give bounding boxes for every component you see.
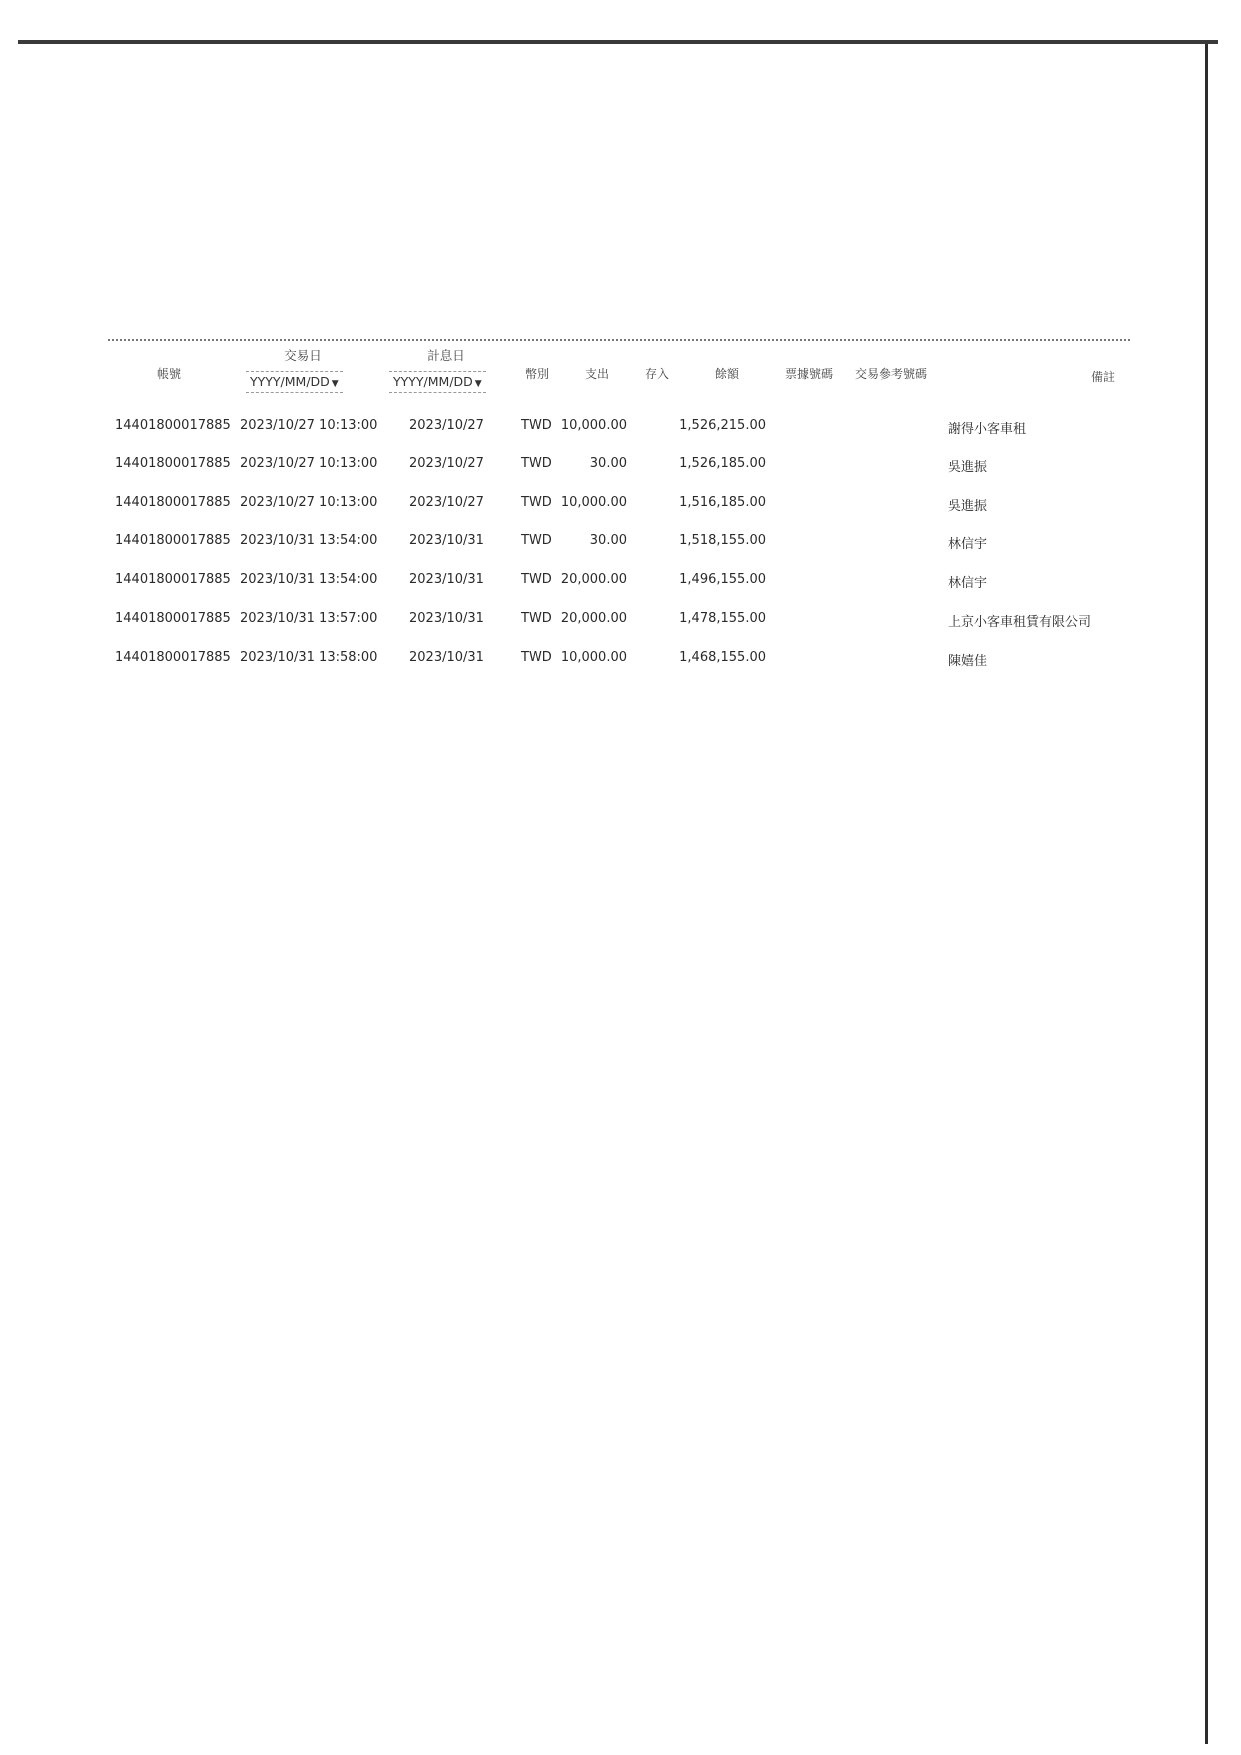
cell-account: 14401800017885 [115, 456, 231, 471]
cell-currency: TWD [521, 456, 552, 471]
header-ref-no: 交易參考號碼 [855, 367, 928, 381]
header-cheque-no: 票據號碼 [785, 367, 834, 381]
cell-note: 林信宇 [948, 537, 988, 552]
cell-note: 林信宇 [948, 576, 988, 591]
header-value-date: 計息日 [427, 348, 465, 363]
cell-txn-date: 2023/10/27 10:13:00 [240, 495, 378, 510]
value-date-filter[interactable] [389, 371, 486, 393]
cell-debit: 10,000.00 [560, 418, 627, 433]
cell-account: 14401800017885 [115, 495, 231, 510]
cell-currency: TWD [521, 533, 552, 548]
cell-currency: TWD [521, 572, 552, 587]
header-txn-date: 交易日 [284, 348, 322, 363]
chevron-down-icon: ▼ [474, 379, 482, 389]
cell-balance: 1,516,185.00 [679, 495, 766, 510]
cell-value-date: 2023/10/31 [409, 572, 484, 587]
cell-note: 謝得小客車租 [948, 422, 1027, 437]
cell-currency: TWD [521, 650, 552, 665]
cell-txn-date: 2023/10/31 13:54:00 [240, 572, 378, 587]
cell-balance: 1,468,155.00 [679, 650, 766, 665]
cell-value-date: 2023/10/31 [409, 611, 484, 626]
cell-account: 14401800017885 [115, 572, 231, 587]
txn-date-filter-value: YYYY/MM/DD [250, 374, 330, 389]
cell-debit: 10,000.00 [560, 650, 627, 665]
cell-value-date: 2023/10/27 [409, 418, 484, 433]
cell-account: 14401800017885 [115, 533, 231, 548]
header-debit: 支出 [585, 367, 610, 381]
cell-account: 14401800017885 [115, 650, 231, 665]
cell-balance: 1,526,185.00 [679, 456, 766, 471]
cell-value-date: 2023/10/27 [409, 456, 484, 471]
cell-balance: 1,526,215.00 [679, 418, 766, 433]
header-account: 帳號 [157, 367, 182, 381]
cell-txn-date: 2023/10/31 13:58:00 [240, 650, 378, 665]
cell-debit: 30.00 [589, 533, 627, 548]
chevron-down-icon: ▼ [331, 379, 339, 389]
cell-currency: TWD [521, 495, 552, 510]
cell-txn-date: 2023/10/31 13:57:00 [240, 611, 378, 626]
cell-debit: 20,000.00 [560, 611, 627, 626]
cell-account: 14401800017885 [115, 418, 231, 433]
cell-value-date: 2023/10/31 [409, 533, 484, 548]
value-date-filter-value: YYYY/MM/DD [393, 374, 473, 389]
cell-txn-date: 2023/10/31 13:54:00 [240, 533, 378, 548]
header-currency: 幣別 [525, 367, 550, 381]
cell-value-date: 2023/10/27 [409, 495, 484, 510]
cell-note: 吳進振 [948, 499, 988, 514]
cell-note: 陳嬉佳 [948, 654, 988, 669]
cell-note: 吳進振 [948, 460, 988, 475]
header-credit: 存入 [645, 367, 670, 381]
cell-txn-date: 2023/10/27 10:13:00 [240, 418, 378, 433]
cell-balance: 1,518,155.00 [679, 533, 766, 548]
cell-currency: TWD [521, 611, 552, 626]
header-balance: 餘額 [715, 367, 740, 381]
cell-balance: 1,478,155.00 [679, 611, 766, 626]
cell-account: 14401800017885 [115, 611, 231, 626]
cell-value-date: 2023/10/31 [409, 650, 484, 665]
cell-currency: TWD [521, 418, 552, 433]
header-note: 備註 [1091, 370, 1116, 384]
cell-debit: 20,000.00 [560, 572, 627, 587]
cell-debit: 30.00 [589, 456, 627, 471]
cell-txn-date: 2023/10/27 10:13:00 [240, 456, 378, 471]
cell-balance: 1,496,155.00 [679, 572, 766, 587]
cell-note: 上京小客車租賃有限公司 [948, 615, 1092, 630]
txn-date-filter[interactable] [246, 371, 343, 393]
cell-debit: 10,000.00 [560, 495, 627, 510]
